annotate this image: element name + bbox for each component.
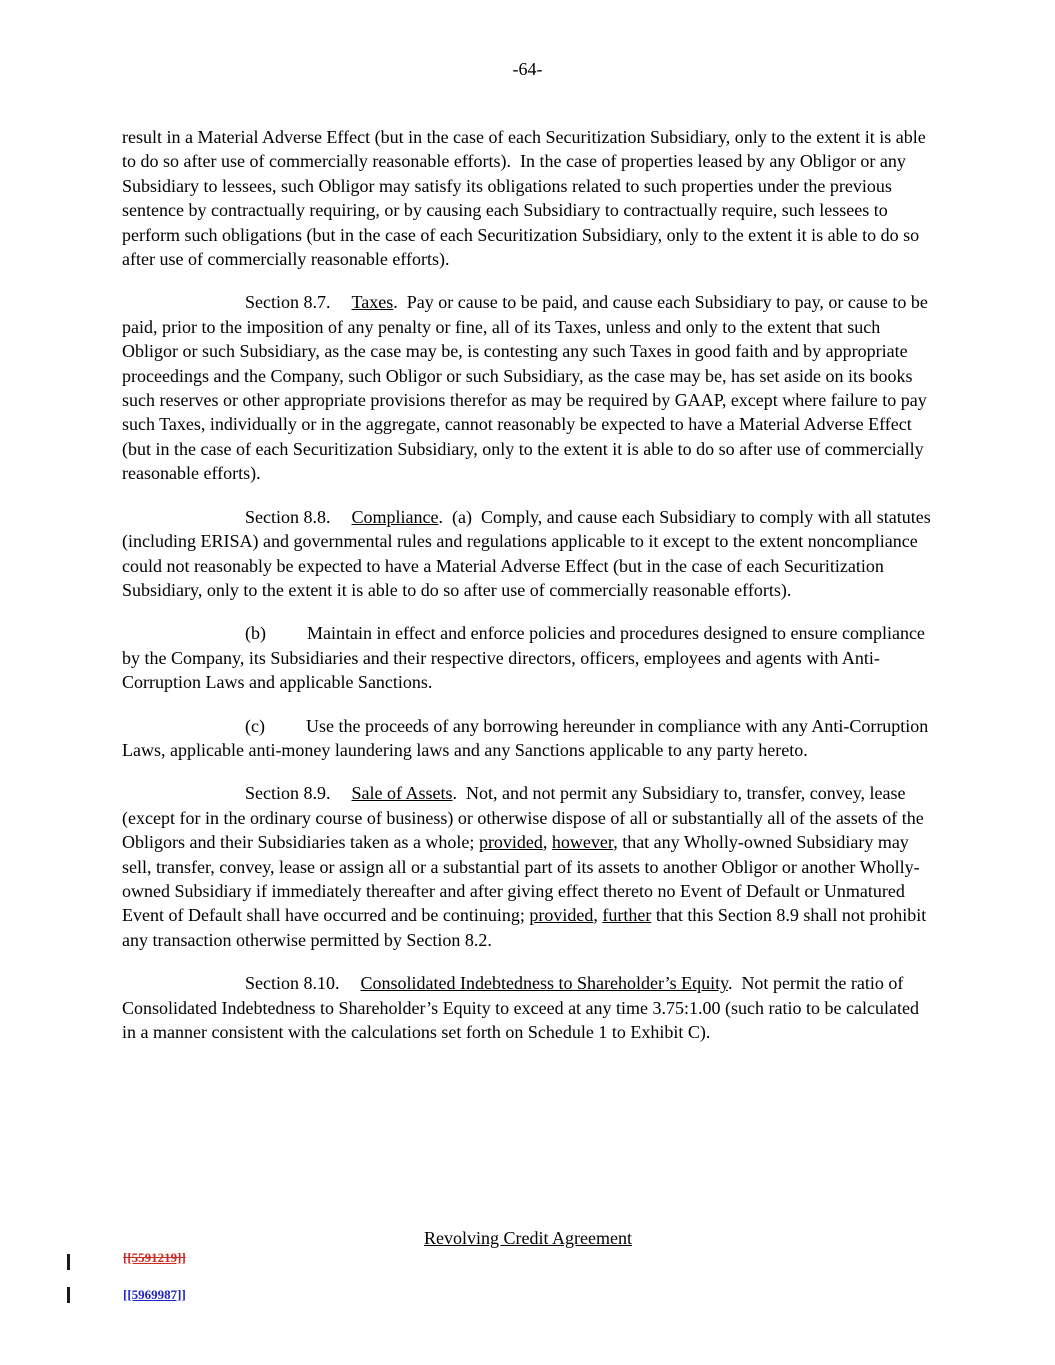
underlined-text-run: provided xyxy=(478,832,543,853)
page-number: -64- xyxy=(512,59,543,79)
paragraph-section-8-8-b xyxy=(122,621,934,694)
footer-title: Revolving Credit Agreement xyxy=(424,1228,632,1248)
text-run: (c) xyxy=(245,715,265,736)
change-bar-deleted xyxy=(67,1254,70,1270)
document-body xyxy=(122,125,934,1063)
underlined-text-run: Consolidated Indebtedness to Shareholder’s Equity xyxy=(360,973,728,994)
paragraph-section-8-7 xyxy=(122,290,934,485)
text-run: . Not, and not permit any Subsidiary to, transfer, convey, lease (except for in the ordinary course of business) or otherwise dispose of all or substantially all of the assets of the Obligors and their Subsidiaries taken as a whole; xyxy=(122,783,924,853)
document-footer xyxy=(122,1226,934,1250)
text-run: , xyxy=(593,905,603,926)
text-run: , that any Wholly-owned Subsidiary may sell, transfer, convey, lease or assign all or a substantial part of its assets to another Obligor or another Wholly-owned Subsidiary if immediately thereafter and after giving effect thereto no Event of Default or Unmatured Event of Default shall have occurred and be continuing; xyxy=(122,832,920,926)
text-run: , xyxy=(542,832,552,853)
underlined-text-run: however xyxy=(551,832,614,853)
underlined-text-run: Sale of Assets xyxy=(351,783,453,804)
underlined-text-run: provided xyxy=(529,905,594,926)
underlined-text-run: Compliance xyxy=(351,506,439,527)
revision-tag-deleted: [[5591219]] xyxy=(123,1250,186,1265)
text-run: that this Section 8.9 shall not prohibit any transaction otherwise permitted by Section 8.2. xyxy=(122,905,927,950)
underlined-text-run: further xyxy=(602,905,652,926)
text-run: (b) xyxy=(245,623,266,644)
text-run: Section 8.9. xyxy=(245,783,331,804)
underlined-text-run: Taxes xyxy=(351,292,394,313)
text-run: . Not permit the ratio of Consolidated Indebtedness to Shareholder’s Equity to exceed at any time 3.75:1.00 (such ratio to be calculated in a manner consistent with the calculations set forth on Schedule 1 to Exhibit C). xyxy=(122,973,919,1042)
revision-tag-added: [[5969987]] xyxy=(123,1287,186,1302)
text-run: Use the proceeds of any borrowing hereunder in compliance with any Anti-Corruption Laws, applicable anti-money laundering laws and any Sanctions applicable to any party hereto. xyxy=(122,715,929,760)
text-run: Section 8.10. xyxy=(245,973,340,994)
paragraph-section-8-8-a xyxy=(122,505,934,603)
paragraph-continuation xyxy=(122,125,934,271)
change-bar-added xyxy=(67,1287,70,1303)
paragraph-section-8-9 xyxy=(122,781,934,952)
text-run: Maintain in effect and enforce policies and procedures designed to ensure compliance by the Company, its Subsidiaries and their respective directors, officers, employees and agents with Anti-Corruption Laws and applicable Sanctions. xyxy=(122,623,925,693)
text-run: . (a) Comply, and cause each Subsidiary to comply with all statutes (including ERISA) and governmental rules and regulations applicable to it except to the extent noncompliance could not reasonably be expected to have a Material Adverse Effect (but in the case of each Securitization Subsidiary, only to the extent it is able to do so after use of commercially reasonable efforts). xyxy=(122,506,931,600)
text-run: result in a Material Adverse Effect (but in the case of each Securitization Subsidiary, only to the extent it is able to do so after use of commercially reasonable efforts). In the case of properties leased by any Obligor or any Subsidiary to lessees, such Obligor may satisfy its obligations related to such properties under the previous sentence by contractually requiring, or by causing each Subsidiary to contractually require, such lessees to perform such obligations (but in the case of each Securitization Subsidiary, only to the extent it is able to do so after use of commercially reasonable efforts). xyxy=(122,127,926,270)
paragraph-section-8-8-c xyxy=(122,714,934,763)
text-run: Section 8.8. xyxy=(245,506,331,527)
text-run: Section 8.7. xyxy=(245,292,331,313)
text-run: . Pay or cause to be paid, and cause each Subsidiary to pay, or cause to be paid, prior to the imposition of any penalty or fine, all of its Taxes, unless and only to the extent that such Obligor or such Subsidiary, as the case may be, is contesting any such Taxes in good faith and by appropriate proceedings and the Company, such Obligor or such Subsidiary, as the case may be, has set aside on its books such reserves or other appropriate provisions therefor as may be required by GAAP, except where failure to pay such Taxes, individually or in the aggregate, cannot reasonably be expected to have a Material Adverse Effect (but in the case of each Securitization Subsidiary, only to the extent it is able to do so after use of commercially reasonable efforts). xyxy=(122,292,928,484)
paragraph-section-8-10 xyxy=(122,971,934,1044)
